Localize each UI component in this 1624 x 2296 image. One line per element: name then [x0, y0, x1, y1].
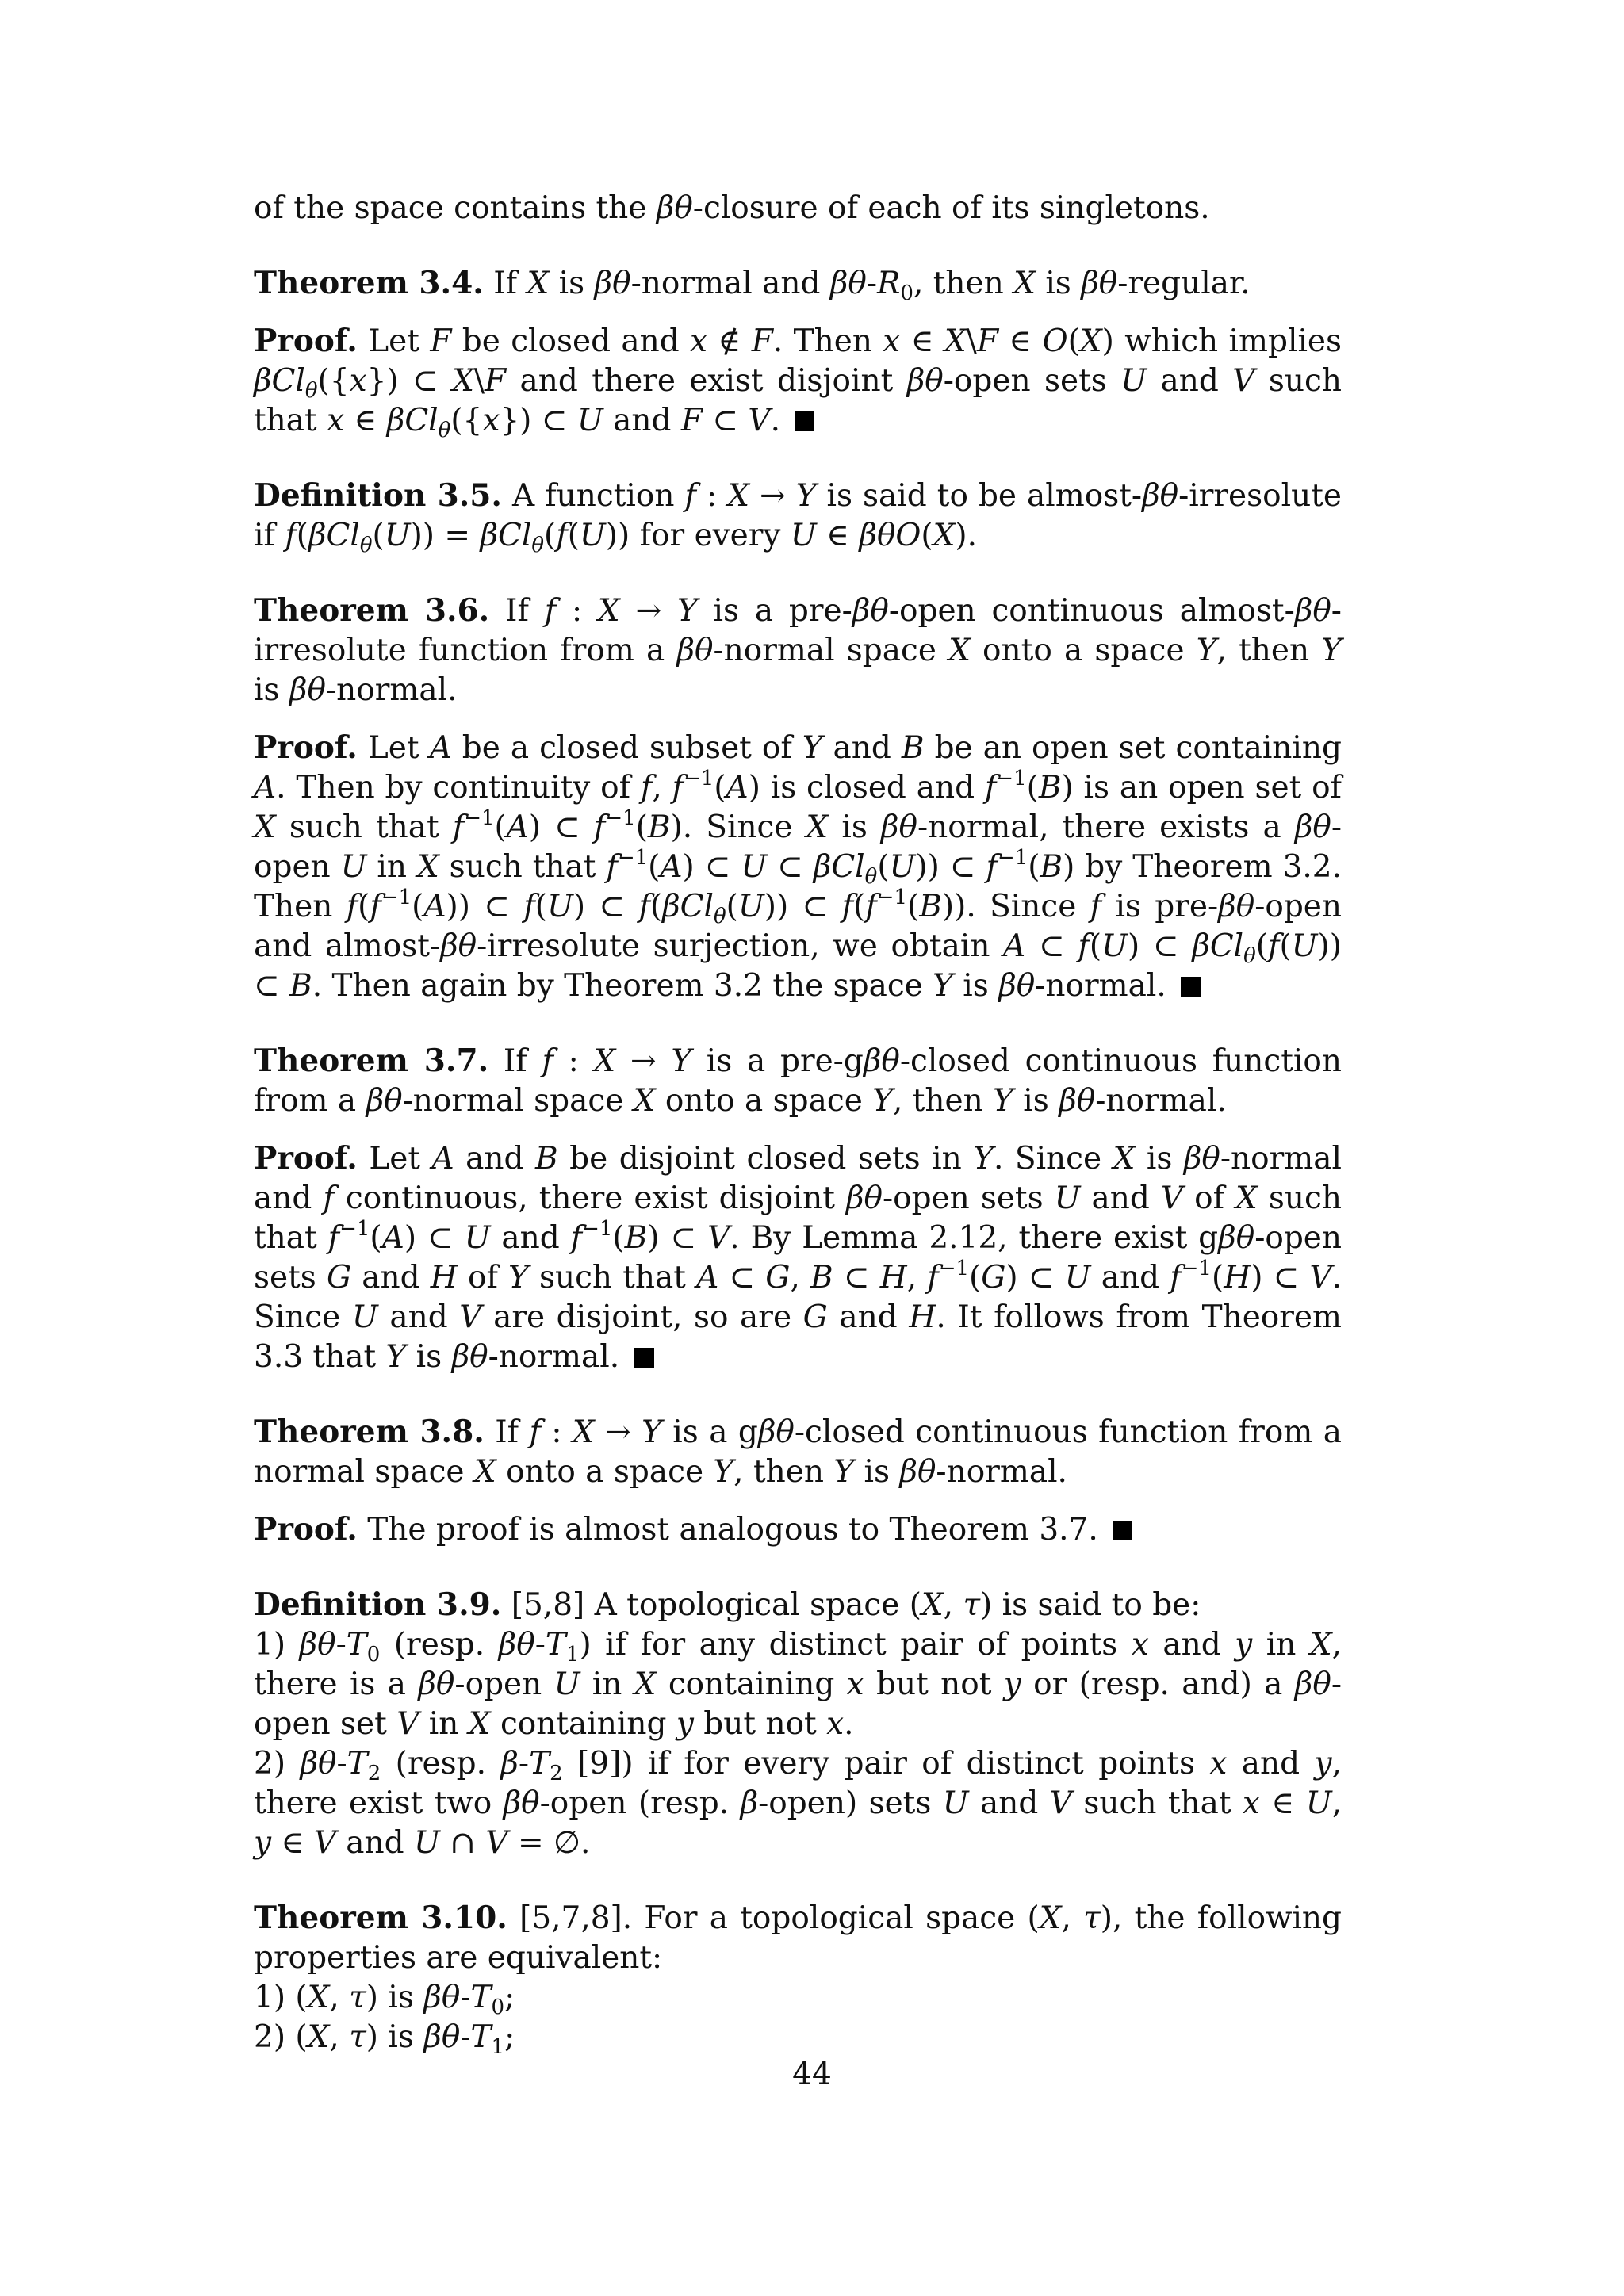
page-number: 44 [792, 2057, 832, 2092]
theorem-label: Theorem 3.4. [254, 265, 484, 301]
theorem-label: Theorem 3.10. [254, 1900, 508, 1936]
proof-label: Proof. [254, 1511, 358, 1548]
definition-label: Definition 3.5. [254, 477, 503, 514]
theorem-3-6: Theorem 3.6. If f : X → Y is a pre-βθ-open continuous almost-βθ-irresolute function from a βθ-normal space X onto a space Y, then Y is βθ-normal. [254, 592, 1342, 708]
qed-mark [1181, 977, 1201, 997]
proof-text: The proof is almost analogous to Theorem 3.7. [367, 1512, 1098, 1548]
definition-3-5: Definition 3.5. A function f : X → Y is said to be almost-βθ-irresolute if f(βCl$_\theta$(U)) = βCl$_\theta$(f(U)) for every U ∈ βθO(X). [254, 477, 1342, 557]
qed-mark [1113, 1521, 1132, 1540]
qed-mark [634, 1348, 654, 1368]
theorem-label: Theorem 3.8. [254, 1414, 485, 1450]
proof-label: Proof. [254, 729, 358, 766]
proof-label: Proof. [254, 1140, 358, 1177]
definition-3-9: Definition 3.9. [5,8] A topological space (X, τ) is said to be: 1) $\beta\theta-T_0$ (resp. $\beta\theta-T_1$) if for any distinct pair of points x and y in X, there is a βθ-open U in X containing x but not y or (resp. and) a βθ-open set V in X containing y but not x. 2) $\beta\theta-T_2$ (resp. $\beta-T_2$ [9]) if for every pair of distinct points x and y, there exist two βθ-open (resp. β-open) sets U and V such that x ∈ U, y ∈ V and U ∩ V = ∅. [254, 1586, 1342, 1861]
proof-3-8 [254, 1510, 1342, 1550]
theorem-3-8: Theorem 3.8. If f : X → Y is a gβθ-closed continuous function from a normal space X onto a space Y, then Y is βθ-normal. [254, 1414, 1342, 1490]
theorem-label: Theorem 3.7. [254, 1043, 489, 1079]
theorem-3-10: Theorem 3.10. [5,7,8]. For a topological space (X, τ), the following properties are equivalent: 1) (X, τ) is $\beta\theta-T_0$; 2) (X, τ) is $\beta\theta-T_1$; [254, 1900, 1342, 2059]
proof-3-6: Proof. Let A be a closed subset of Y and B be an open set containing A. Then by continuity of f, $f^{-1}(A)$ is closed and $f^{-1}(B)$ is an open set of X such that $f^{-1}(A)$ ⊂ $f^{-1}(B)$. Since X is βθ-normal, there exists a βθ-open U in X such that $f^{-1}(A)$ ⊂ U ⊂ βCl$_\theta$(U)) ⊂ $f^{-1}(B)$ by Theorem 3.2. Then $f(f^{-1}(A))$ ⊂ f(U) ⊂ f(βCl$_\theta$(U)) ⊂ $f(f^{-1}(B))$. Since f is pre-βθ-open and almost-βθ-irresolute surjection, we obtain A ⊂ f(U) ⊂ βCl$_\theta$(f(U)) ⊂ B. Then again by Theorem 3.2 the space Y is βθ-normal. [254, 729, 1342, 1004]
theorem-label: Theorem 3.6. [254, 592, 490, 629]
definition-label: Definition 3.9. [254, 1586, 502, 1623]
proof-3-4: Proof. Let F be closed and x ∉ F. Then x ∈ X\F ∈ O(X) which implies βCl$_\theta$({x}) ⊂ X\F and there exist disjoint βθ-open sets U and V such that x ∈ βCl$_\theta$({x}) ⊂ U and F ⊂ V. [254, 323, 1342, 442]
proof-3-7: Proof. Let A and B be disjoint closed sets in Y. Since X is βθ-normal and f continuous, there exist disjoint βθ-open sets U and V of X such that $f^{-1}(A)$ ⊂ U and $f^{-1}(B)$ ⊂ V. By Lemma 2.12, there exist gβθ-open sets G and H of Y such that A ⊂ G, B ⊂ H, $f^{-1}(G)$ ⊂ U and $f^{-1}(H)$ ⊂ V. Since U and V are disjoint, so are G and H. It follows from Theorem 3.3 that Y is βθ-normal. [254, 1140, 1342, 1375]
qed-mark [795, 411, 814, 431]
intro-line: of the space contains the βθ-closure of each of its singletons. [254, 190, 1210, 226]
proof-label: Proof. [254, 323, 358, 359]
theorem-3-4: Theorem 3.4. If X is βθ-normal and $\beta\theta-R_0$, then X is βθ-regular. [254, 265, 1251, 305]
page-body [254, 189, 1342, 2057]
theorem-3-7: Theorem 3.7. If f : X → Y is a pre-gβθ-closed continuous function from a βθ-normal space X onto a space Y, then Y is βθ-normal. [254, 1043, 1342, 1119]
